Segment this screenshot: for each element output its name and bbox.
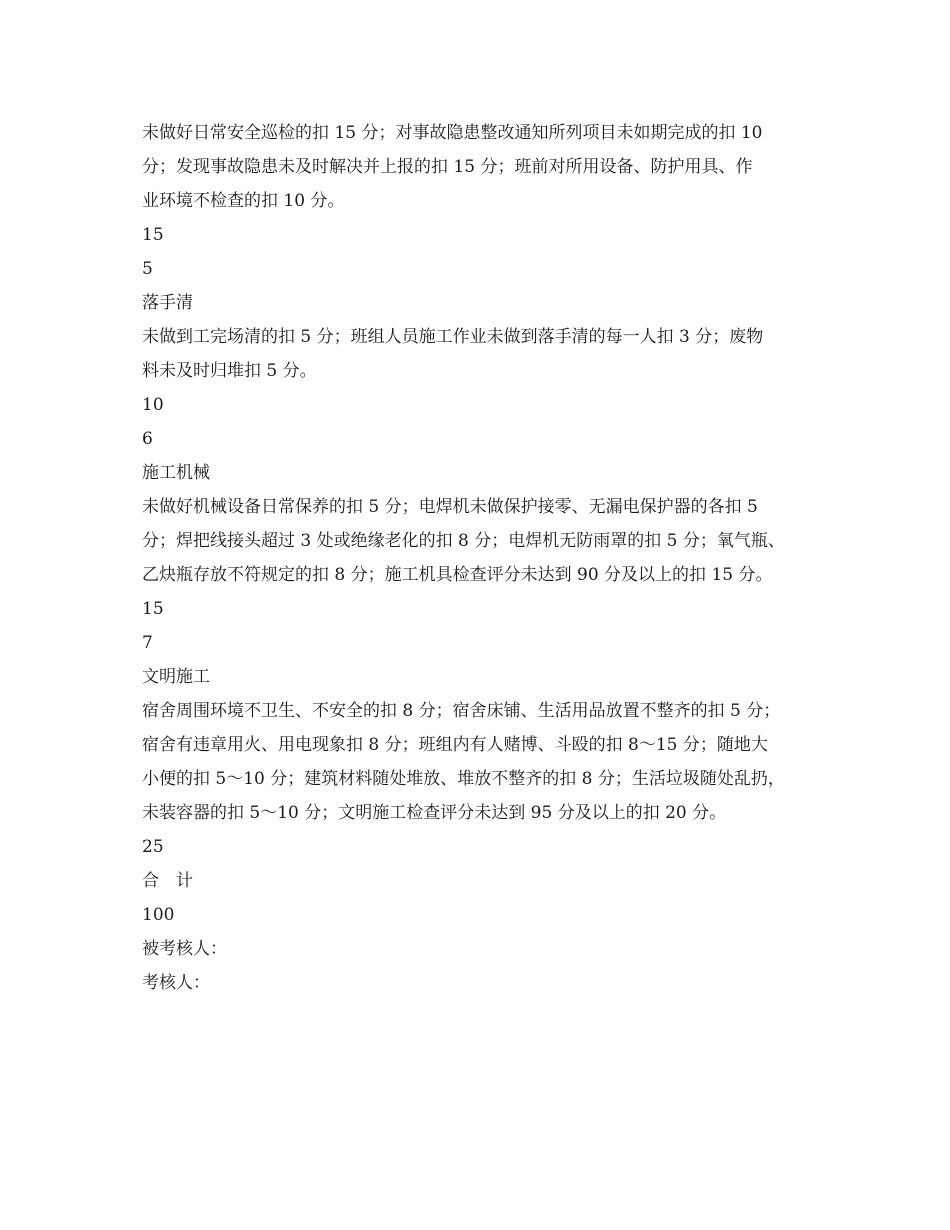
assessment-item bbox=[142, 422, 832, 626]
item-points: 10 bbox=[142, 395, 164, 415]
item-points: 25 bbox=[142, 837, 164, 857]
item-description-line: 未做到工完场清的扣 5 分；班组人员施工作业未做到落手清的每一人扣 3 分；废物 bbox=[142, 327, 764, 347]
item-title: 文明施工 bbox=[142, 667, 210, 687]
assessment-item bbox=[142, 252, 832, 422]
item-description-line: 分；发现事故隐患未及时解决并上报的扣 15 分；班前对所用设备、防护用具、作 bbox=[142, 157, 753, 177]
item-description-line: 未装容器的扣 5～10 分；文明施工检查评分未达到 95 分及以上的扣 20 分。 bbox=[142, 803, 727, 823]
item-points: 15 bbox=[142, 225, 164, 245]
item-description-line: 料未及时归堆扣 5 分。 bbox=[142, 361, 317, 381]
item-description-line: 宿舍周围环境不卫生、不安全的扣 8 分；宿舍床铺、生活用品放置不整齐的扣 5 分； bbox=[142, 701, 781, 721]
assessment-item bbox=[142, 626, 832, 864]
item-description-line: 宿舍有违章用火、用电现象扣 8 分；班组内有人赌博、斗殴的扣 8～15 分；随地大 bbox=[142, 735, 768, 755]
item-description-line: 分；焊把线接头超过 3 处或绝缘老化的扣 8 分；电焊机无防雨罩的扣 5 分；氧气瓶、 bbox=[142, 531, 785, 551]
assessee-label: 被考核人： bbox=[142, 939, 227, 959]
item-description-line: 业环境不检查的扣 10 分。 bbox=[142, 191, 345, 211]
item-description-line: 未做好日常安全巡检的扣 15 分；对事故隐患整改通知所列项目未如期完成的扣 10 bbox=[142, 123, 763, 143]
item-title: 施工机械 bbox=[142, 463, 210, 483]
total-row bbox=[142, 864, 832, 932]
item-description-line: 未做好机械设备日常保养的扣 5 分；电焊机未做保护接零、无漏电保护器的各扣 5 bbox=[142, 497, 758, 517]
item-title: 落手清 bbox=[142, 293, 193, 313]
previous-item-continuation bbox=[142, 116, 832, 252]
item-description-line: 乙炔瓶存放不符规定的扣 8 分；施工机具检查评分未达到 90 分及以上的扣 15 分。 bbox=[142, 565, 773, 585]
item-number: 5 bbox=[142, 259, 153, 279]
item-points: 15 bbox=[142, 599, 164, 619]
document-page bbox=[142, 116, 832, 1000]
item-number: 6 bbox=[142, 429, 153, 449]
assessor-label: 考核人： bbox=[142, 973, 210, 993]
total-label: 合 计 bbox=[142, 871, 193, 891]
signature-block bbox=[142, 932, 832, 1000]
item-description-line: 小便的扣 5～10 分；建筑材料随处堆放、堆放不整齐的扣 8 分；生活垃圾随处乱扔， bbox=[142, 769, 785, 789]
item-number: 7 bbox=[142, 633, 153, 653]
total-value: 100 bbox=[142, 905, 175, 925]
